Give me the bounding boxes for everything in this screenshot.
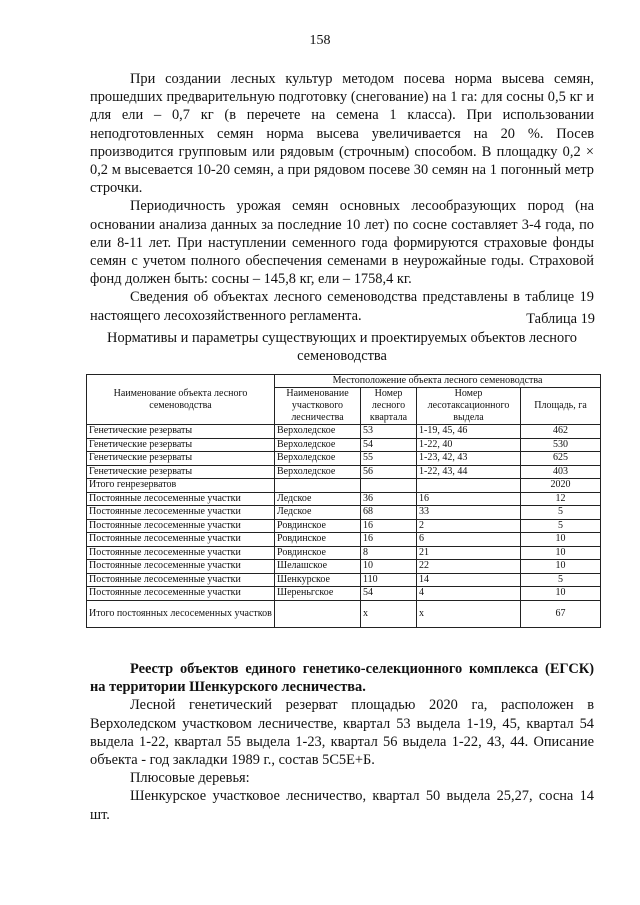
cell-object-name: Постоянные лесосеменные участки bbox=[87, 560, 275, 574]
header-area: Площадь, га bbox=[521, 388, 601, 425]
cell-quarter: 110 bbox=[361, 573, 417, 587]
cell-plot: 6 bbox=[417, 533, 521, 547]
table-row bbox=[87, 479, 601, 493]
cell-object-name: Постоянные лесосеменные участки bbox=[87, 573, 275, 587]
cell-area: 403 bbox=[521, 465, 601, 479]
cell-forestry bbox=[275, 600, 361, 627]
table-row bbox=[87, 492, 601, 506]
table-total-row bbox=[87, 600, 601, 627]
paragraph-seed-yield: Периодичность урожая семян основных лесообразующих пород (на основании анализа данных за последние 10 лет) по сосне составляет 3-4 года, по ели 8-11 лет. При наступлении семенного года формируются страховые фонды семян с учетом полного обеспечения семенами в неурожайные годы. Страховой фонд должен быть: сосны – 145,8 кг, ели – 1758,4 кг. bbox=[90, 198, 594, 288]
cell-object-name: Генетические резерваты bbox=[87, 438, 275, 452]
cell-plot: 33 bbox=[417, 506, 521, 520]
cell-plot: 4 bbox=[417, 587, 521, 601]
cell-forestry: Верхоледское bbox=[275, 452, 361, 466]
registry-heading: Реестр объектов единого генетико-селекционного комплекса (ЕГСК) на территории Шенкурского лесничества. bbox=[90, 661, 594, 696]
cell-object-name: Постоянные лесосеменные участки bbox=[87, 519, 275, 533]
cell-quarter: 68 bbox=[361, 506, 417, 520]
page-number: 158 bbox=[309, 33, 331, 48]
cell-plot: 22 bbox=[417, 560, 521, 574]
table-label: Таблица 19 bbox=[526, 311, 595, 327]
paragraph-genetic-reserve: Лесной генетический резерват площадью 2020 га, расположен в Верхоледском участковом лесничестве, квартал 53 выдела 1-19, 45, квартал 54 выдела 1-22, квартал 55 выдела 1-23, квартал 56 выдела 1-22, 43, 44. Описание объекта - год закладки 1989 г., состав 5С5Е+Б. bbox=[90, 697, 594, 769]
cell-area: 5 bbox=[521, 519, 601, 533]
cell-plot bbox=[417, 479, 521, 493]
header-forestry: Наименование участкового лесничества bbox=[275, 388, 361, 425]
cell-forestry: Шереньгское bbox=[275, 587, 361, 601]
paragraph-plus-trees-label: Плюсовые деревья: bbox=[130, 770, 250, 787]
cell-quarter: 53 bbox=[361, 425, 417, 439]
registry-section bbox=[90, 660, 594, 824]
paragraph-sowing-norms: При создании лесных культур методом посева норма высева семян, прошедших предварительную подготовку (снегование) на 1 га: для сосны 0,5 кг и для ели – 0,7 кг (в перечете на семена 1 класса). При использовании неподготовленных семян норма высева увеличивается на 20 %. Посев производится групповым или рядовым (строчным) способом. В площадку 0,2 × 0,2 м высевается 10-20 семян, а при рядовом посеве 30 семян на 1 погонный метр строчки. bbox=[90, 71, 594, 197]
table-row bbox=[87, 519, 601, 533]
cell-quarter: 36 bbox=[361, 492, 417, 506]
cell-area: 12 bbox=[521, 492, 601, 506]
table-title: Нормативы и параметры существующих и проектируемых объектов лесного семеноводства bbox=[107, 330, 577, 364]
cell-quarter: 8 bbox=[361, 546, 417, 560]
cell-forestry: Верхоледское bbox=[275, 425, 361, 439]
table-body bbox=[87, 425, 601, 628]
cell-forestry: Шенкурское bbox=[275, 573, 361, 587]
cell-quarter: х bbox=[361, 600, 417, 627]
cell-area: 10 bbox=[521, 587, 601, 601]
cell-quarter: 56 bbox=[361, 465, 417, 479]
cell-area: 10 bbox=[521, 533, 601, 547]
cell-quarter: 16 bbox=[361, 533, 417, 547]
table-row bbox=[87, 573, 601, 587]
header-location-group: Местоположение объекта лесного семеноводства bbox=[275, 375, 601, 388]
cell-plot: 1-23, 42, 43 bbox=[417, 452, 521, 466]
cell-quarter: 55 bbox=[361, 452, 417, 466]
table-row bbox=[87, 560, 601, 574]
cell-area: 625 bbox=[521, 452, 601, 466]
paragraph-plus-trees: Шенкурское участковое лесничество, квартал 50 выдела 25,27, сосна 14 шт. bbox=[90, 788, 594, 823]
seed-objects-table bbox=[86, 374, 601, 628]
table-row bbox=[87, 533, 601, 547]
cell-forestry: Верхоледское bbox=[275, 438, 361, 452]
cell-area: 530 bbox=[521, 438, 601, 452]
header-quarter: Номер лесного квартала bbox=[361, 388, 417, 425]
cell-area: 5 bbox=[521, 573, 601, 587]
cell-plot: 21 bbox=[417, 546, 521, 560]
cell-quarter: 10 bbox=[361, 560, 417, 574]
cell-forestry: Ледское bbox=[275, 492, 361, 506]
cell-plot: 2 bbox=[417, 519, 521, 533]
cell-forestry: Ровдинское bbox=[275, 533, 361, 547]
cell-object-name: Постоянные лесосеменные участки bbox=[87, 533, 275, 547]
cell-plot: х bbox=[417, 600, 521, 627]
table-row bbox=[87, 438, 601, 452]
cell-forestry: Ледское bbox=[275, 506, 361, 520]
cell-area: 67 bbox=[521, 600, 601, 627]
cell-area: 10 bbox=[521, 546, 601, 560]
paragraph-table-reference: Сведения об объектах лесного семеноводства представлены в таблице 19 настоящего лесохозяйственного регламента. bbox=[90, 289, 594, 324]
table-row bbox=[87, 465, 601, 479]
cell-quarter bbox=[361, 479, 417, 493]
cell-object-name: Постоянные лесосеменные участки bbox=[87, 506, 275, 520]
cell-forestry: Ровдинское bbox=[275, 519, 361, 533]
cell-object-name: Итого постоянных лесосеменных участков bbox=[87, 600, 275, 627]
cell-area: 5 bbox=[521, 506, 601, 520]
cell-plot: 1-22, 40 bbox=[417, 438, 521, 452]
cell-plot: 14 bbox=[417, 573, 521, 587]
cell-quarter: 54 bbox=[361, 587, 417, 601]
cell-object-name: Итого генрезерватов bbox=[87, 479, 275, 493]
cell-plot: 1-19, 45, 46 bbox=[417, 425, 521, 439]
intro-text bbox=[90, 70, 594, 325]
cell-quarter: 16 bbox=[361, 519, 417, 533]
header-object-name: Наименование объекта лесного семеноводства bbox=[87, 375, 275, 425]
cell-area: 462 bbox=[521, 425, 601, 439]
table-row bbox=[87, 425, 601, 439]
cell-area: 10 bbox=[521, 560, 601, 574]
cell-object-name: Генетические резерваты bbox=[87, 452, 275, 466]
table-header-row bbox=[87, 375, 601, 388]
cell-plot: 16 bbox=[417, 492, 521, 506]
table-row bbox=[87, 506, 601, 520]
cell-object-name: Генетические резерваты bbox=[87, 425, 275, 439]
table-row bbox=[87, 452, 601, 466]
cell-area: 2020 bbox=[521, 479, 601, 493]
cell-object-name: Постоянные лесосеменные участки bbox=[87, 587, 275, 601]
cell-quarter: 54 bbox=[361, 438, 417, 452]
cell-forestry bbox=[275, 479, 361, 493]
cell-forestry: Ровдинское bbox=[275, 546, 361, 560]
header-plot: Номер лесотаксационного выдела bbox=[417, 388, 521, 425]
cell-forestry: Верхоледское bbox=[275, 465, 361, 479]
cell-plot: 1-22, 43, 44 bbox=[417, 465, 521, 479]
cell-forestry: Шелашское bbox=[275, 560, 361, 574]
table-row bbox=[87, 587, 601, 601]
table-row bbox=[87, 546, 601, 560]
cell-object-name: Постоянные лесосеменные участки bbox=[87, 546, 275, 560]
cell-object-name: Генетические резерваты bbox=[87, 465, 275, 479]
cell-object-name: Постоянные лесосеменные участки bbox=[87, 492, 275, 506]
